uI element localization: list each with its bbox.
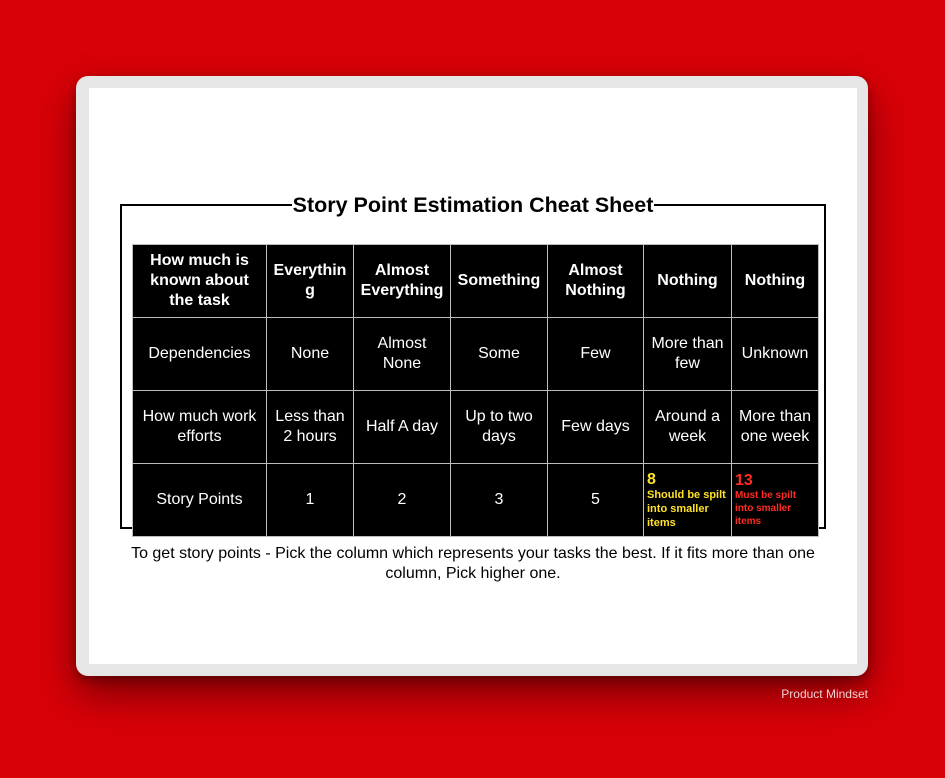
credit-text: Product Mindset xyxy=(781,687,868,701)
split-warning-text: Should be spilt into smaller items xyxy=(647,488,726,529)
knowledge-row xyxy=(133,245,819,318)
points-cell: 2 xyxy=(354,464,451,537)
row-label-story-points: Story Points xyxy=(133,464,267,537)
table-cell: More than one week xyxy=(732,391,819,464)
estimation-table xyxy=(132,244,819,537)
points-cell-13-warning xyxy=(732,464,819,537)
row-label-knowledge: How much is known about the task xyxy=(133,245,267,318)
points-cell: 3 xyxy=(451,464,548,537)
split-warning-text: Must be spilt into smaller items xyxy=(735,490,797,527)
footnote: To get story points - Pick the column which represents your tasks the best. If it fits more than one column, Pick higher one. xyxy=(131,545,815,582)
table-cell: Around a week xyxy=(644,391,732,464)
points-value-13: 13 xyxy=(735,472,753,489)
table-cell: Up to two days xyxy=(451,391,548,464)
header-cell: Almost Everything xyxy=(354,245,451,318)
table-cell: Some xyxy=(451,318,548,391)
table-cell: None xyxy=(267,318,354,391)
header-cell: Something xyxy=(451,245,548,318)
header-cell: Nothing xyxy=(644,245,732,318)
table-cell: Unknown xyxy=(732,318,819,391)
story-points-row xyxy=(133,464,819,537)
sheet-title: Story Point Estimation Cheat Sheet xyxy=(292,193,654,217)
image-window xyxy=(76,76,868,676)
cheat-sheet-card xyxy=(89,88,857,664)
table-cell: More than few xyxy=(644,318,732,391)
table-cell: Less than 2 hours xyxy=(267,391,354,464)
row-label-dependencies: Dependencies xyxy=(133,318,267,391)
points-value-8: 8 xyxy=(647,470,656,488)
points-cell: 5 xyxy=(548,464,644,537)
table-cell: Few days xyxy=(548,391,644,464)
header-cell: Everythin g xyxy=(267,245,354,318)
cheat-sheet-frame xyxy=(120,194,826,529)
table-cell: Almost None xyxy=(354,318,451,391)
dependencies-row xyxy=(133,318,819,391)
row-label-effort: How much work efforts xyxy=(133,391,267,464)
effort-row xyxy=(133,391,819,464)
points-cell-8-warning xyxy=(644,464,732,537)
header-cell: Nothing xyxy=(732,245,819,318)
table-cell: Half A day xyxy=(354,391,451,464)
header-cell: Almost Nothing xyxy=(548,245,644,318)
table-cell: Few xyxy=(548,318,644,391)
points-cell: 1 xyxy=(267,464,354,537)
